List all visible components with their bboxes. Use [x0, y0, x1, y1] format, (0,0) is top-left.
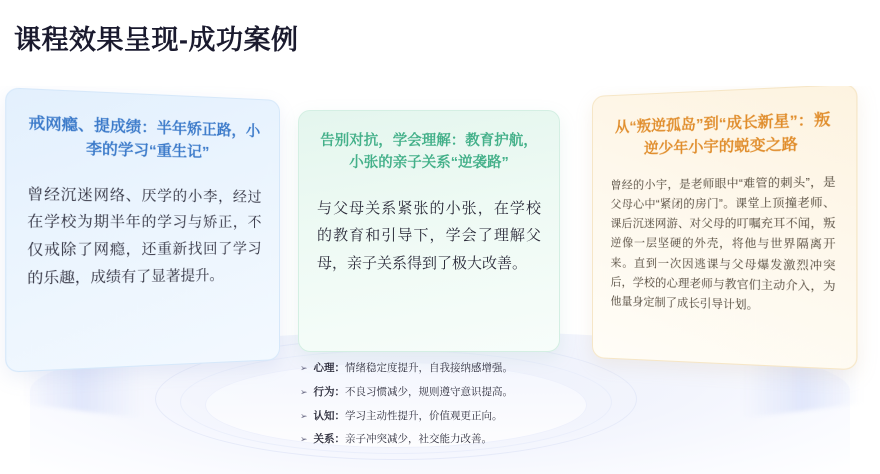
list-item-text: 亲子冲突减少，社交能力改善。 — [345, 433, 493, 446]
page-title: 课程效果呈现-成功案例 — [14, 25, 299, 55]
list-item — [300, 408, 600, 425]
arrow-bullet-icon: ➢ — [300, 410, 308, 421]
case-card-orange[interactable] — [592, 86, 858, 370]
arrow-bullet-icon: ➢ — [300, 363, 308, 373]
case-card-orange-body: 曾经的小宇，是老师眼中“难管的刺头”，是父母心中“紧闭的房门”。课堂上顶撞老师、课后沉迷网游、对父母的叮嘱充耳不闻，叛逆像一层坚硬的外壳，将他与世界隔离开来。直到一次因逃课与父母爆发激烈冲突后，学校的心理老师与教官们主动介入，为他量身定制了成长引导计划。 — [610, 175, 836, 312]
summary-list — [300, 360, 600, 455]
case-card-orange-heading: 从“叛逆孤岛”到“成长新星”：叛逆少年小宇的蜕变之路 — [614, 111, 831, 158]
arrow-bullet-icon: ➢ — [300, 434, 308, 445]
case-card-blue[interactable] — [5, 87, 280, 372]
list-item-label: 关系： — [313, 433, 346, 446]
list-item-label: 行为： — [313, 385, 346, 398]
case-card-green-heading: 告别对抗，学会理解：教育护航，小张的亲子关系“逆袭路” — [320, 133, 538, 171]
case-card-green[interactable] — [298, 110, 560, 352]
stage-background — [0, 86, 880, 474]
arrow-bullet-icon: ➢ — [300, 386, 308, 397]
list-item-text: 不良习惯减少，规则遵守意识提高。 — [345, 385, 514, 398]
list-item-label: 认知： — [313, 409, 346, 422]
list-item — [300, 360, 600, 377]
list-item — [300, 431, 600, 448]
list-item-text: 情绪稳定度提升，自我接纳感增强。 — [345, 362, 514, 374]
case-card-blue-heading: 戒网瘾、提成绩：半年矫正路，小李的学习“重生记” — [28, 115, 261, 162]
case-card-green-body: 与父母关系紧张的小张，在学校的教育和引导下，学会了理解父母，亲子关系得到了极大改善。 — [317, 199, 541, 272]
list-item-text: 学习主动性提升，价值观更正向。 — [345, 409, 503, 422]
list-item — [300, 384, 600, 401]
list-item-label: 心理： — [313, 362, 346, 374]
case-card-blue-body: 曾经沉迷网络、厌学的小李，经过在学校为期半年的学习与矫正，不仅戒除了网瘾，还重新找回了学习的乐趣，成绩有了显著提升。 — [27, 184, 262, 287]
